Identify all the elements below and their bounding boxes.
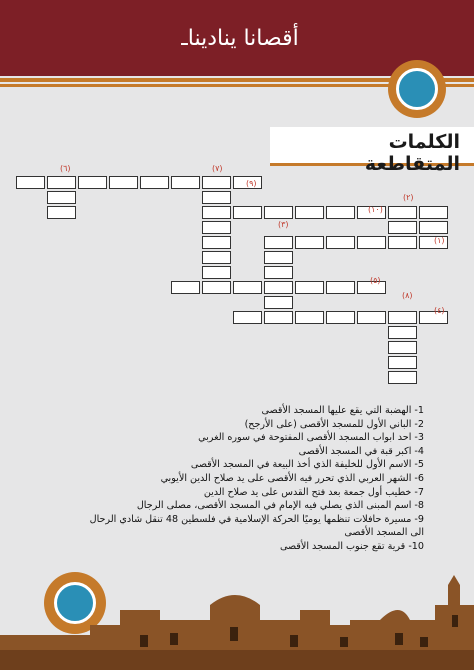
crossword-cell[interactable]: [295, 281, 324, 294]
crossword-cell[interactable]: [264, 206, 293, 219]
clue-number-marker: (٤): [434, 306, 445, 315]
crossword-cell[interactable]: [388, 341, 417, 354]
crossword-cell[interactable]: [326, 311, 355, 324]
crossword-cell[interactable]: [388, 371, 417, 384]
clue-item: 7- خطيب أول جمعة بعد فتح القدس على يد صلاح الدين: [203, 486, 424, 498]
clue-item: 4- اكبر قبة في المسجد الأقصى: [298, 445, 424, 457]
clues-list: [12, 404, 424, 554]
logo-emblem-icon: [388, 60, 446, 118]
crossword-cell[interactable]: [295, 236, 324, 249]
crossword-cell[interactable]: [233, 311, 262, 324]
clue-number-marker: (٥): [370, 276, 381, 285]
clue-item: 3- احد ابواب المسجد الأقصى المفتوحة في سوره الغربي: [198, 432, 424, 444]
crossword-cell[interactable]: [388, 206, 417, 219]
clue-item: الى المسجد الأقصى: [344, 527, 424, 539]
crossword-cell[interactable]: [264, 281, 293, 294]
crossword-cell[interactable]: [202, 206, 231, 219]
clue-item: 2- الباني الأول للمسجد الأقصى (على الأرجح): [244, 418, 424, 430]
clue-number-marker: (٩): [246, 179, 257, 188]
clue-number-marker: (٣): [278, 220, 289, 229]
clue-item: 9- مسيرة حافلات تنظمها يوميًا الحركة الإسلامية في فلسطين 48 تنقل شادي الرحال: [89, 513, 424, 525]
clue-item: 5- الاسم الأول للخليفة الذي أخذ البيعة في المسجد الأقصى: [190, 459, 424, 471]
crossword-cell[interactable]: [388, 326, 417, 339]
crossword-cell[interactable]: [47, 191, 76, 204]
crossword-cell[interactable]: [326, 206, 355, 219]
page-title: أقصانا يناديناـ: [181, 26, 299, 51]
crossword-cell[interactable]: [388, 221, 417, 234]
crossword-cell[interactable]: [47, 206, 76, 219]
crossword-cell[interactable]: [202, 236, 231, 249]
clue-item: 8- اسم المبنى الذي يصلي فيه الإمام في المسجد الأقصى، مصلى الرجال: [136, 500, 424, 512]
crossword-cell[interactable]: [47, 176, 76, 189]
crossword-cell[interactable]: [202, 266, 231, 279]
clue-number-marker: (١): [434, 236, 445, 245]
crossword-cell[interactable]: [357, 236, 386, 249]
crossword-cell[interactable]: [16, 176, 45, 189]
clue-item: 1- الهضبة التي يقع عليها المسجد الأقصى: [261, 405, 424, 416]
crossword-cell[interactable]: [233, 281, 262, 294]
crossword-cell[interactable]: [419, 221, 448, 234]
crossword-cell[interactable]: [78, 176, 107, 189]
crossword-cell[interactable]: [264, 251, 293, 264]
clue-number-marker: (٧): [212, 164, 223, 173]
clue-item: 6- الشهر العربي الذي تحرر فيه الأقصى على يد صلاح الدين الأيوبي: [160, 472, 424, 484]
clue-number-marker: (٢): [403, 193, 414, 202]
clue-number-marker: (٨): [402, 291, 413, 300]
crossword-cell[interactable]: [388, 356, 417, 369]
crossword-cell[interactable]: [357, 311, 386, 324]
crossword-cell[interactable]: [202, 251, 231, 264]
crossword-cell[interactable]: [202, 176, 231, 189]
crossword-cell[interactable]: [202, 221, 231, 234]
crossword-cell[interactable]: [388, 236, 417, 249]
crossword-cell[interactable]: [326, 236, 355, 249]
crossword-cell[interactable]: [419, 206, 448, 219]
crossword-cell[interactable]: [295, 311, 324, 324]
crossword-cell[interactable]: [171, 281, 200, 294]
crossword-cell[interactable]: [264, 236, 293, 249]
crossword-cell[interactable]: [233, 206, 262, 219]
crossword-cell[interactable]: [140, 176, 169, 189]
clue-number-marker: (١٠): [368, 205, 383, 214]
dome-icon: [396, 68, 438, 110]
crossword-cell[interactable]: [202, 281, 231, 294]
crossword-cell[interactable]: [264, 266, 293, 279]
crossword-cell[interactable]: [109, 176, 138, 189]
crossword-cell[interactable]: [264, 311, 293, 324]
old-city-skyline-illustration: [0, 565, 474, 670]
crossword-cell[interactable]: [202, 191, 231, 204]
crossword-cell[interactable]: [326, 281, 355, 294]
crossword-cell[interactable]: [295, 206, 324, 219]
crossword-cell[interactable]: [171, 176, 200, 189]
clue-number-marker: (٦): [60, 164, 71, 173]
crossword-cell[interactable]: [264, 296, 293, 309]
section-title: الكلمات المتقاطعة: [364, 131, 460, 175]
skyline-ground: [0, 650, 474, 670]
crossword-cell[interactable]: [388, 311, 417, 324]
clue-item: 10- قرية تقع جنوب المسجد الأقصى: [279, 540, 424, 552]
